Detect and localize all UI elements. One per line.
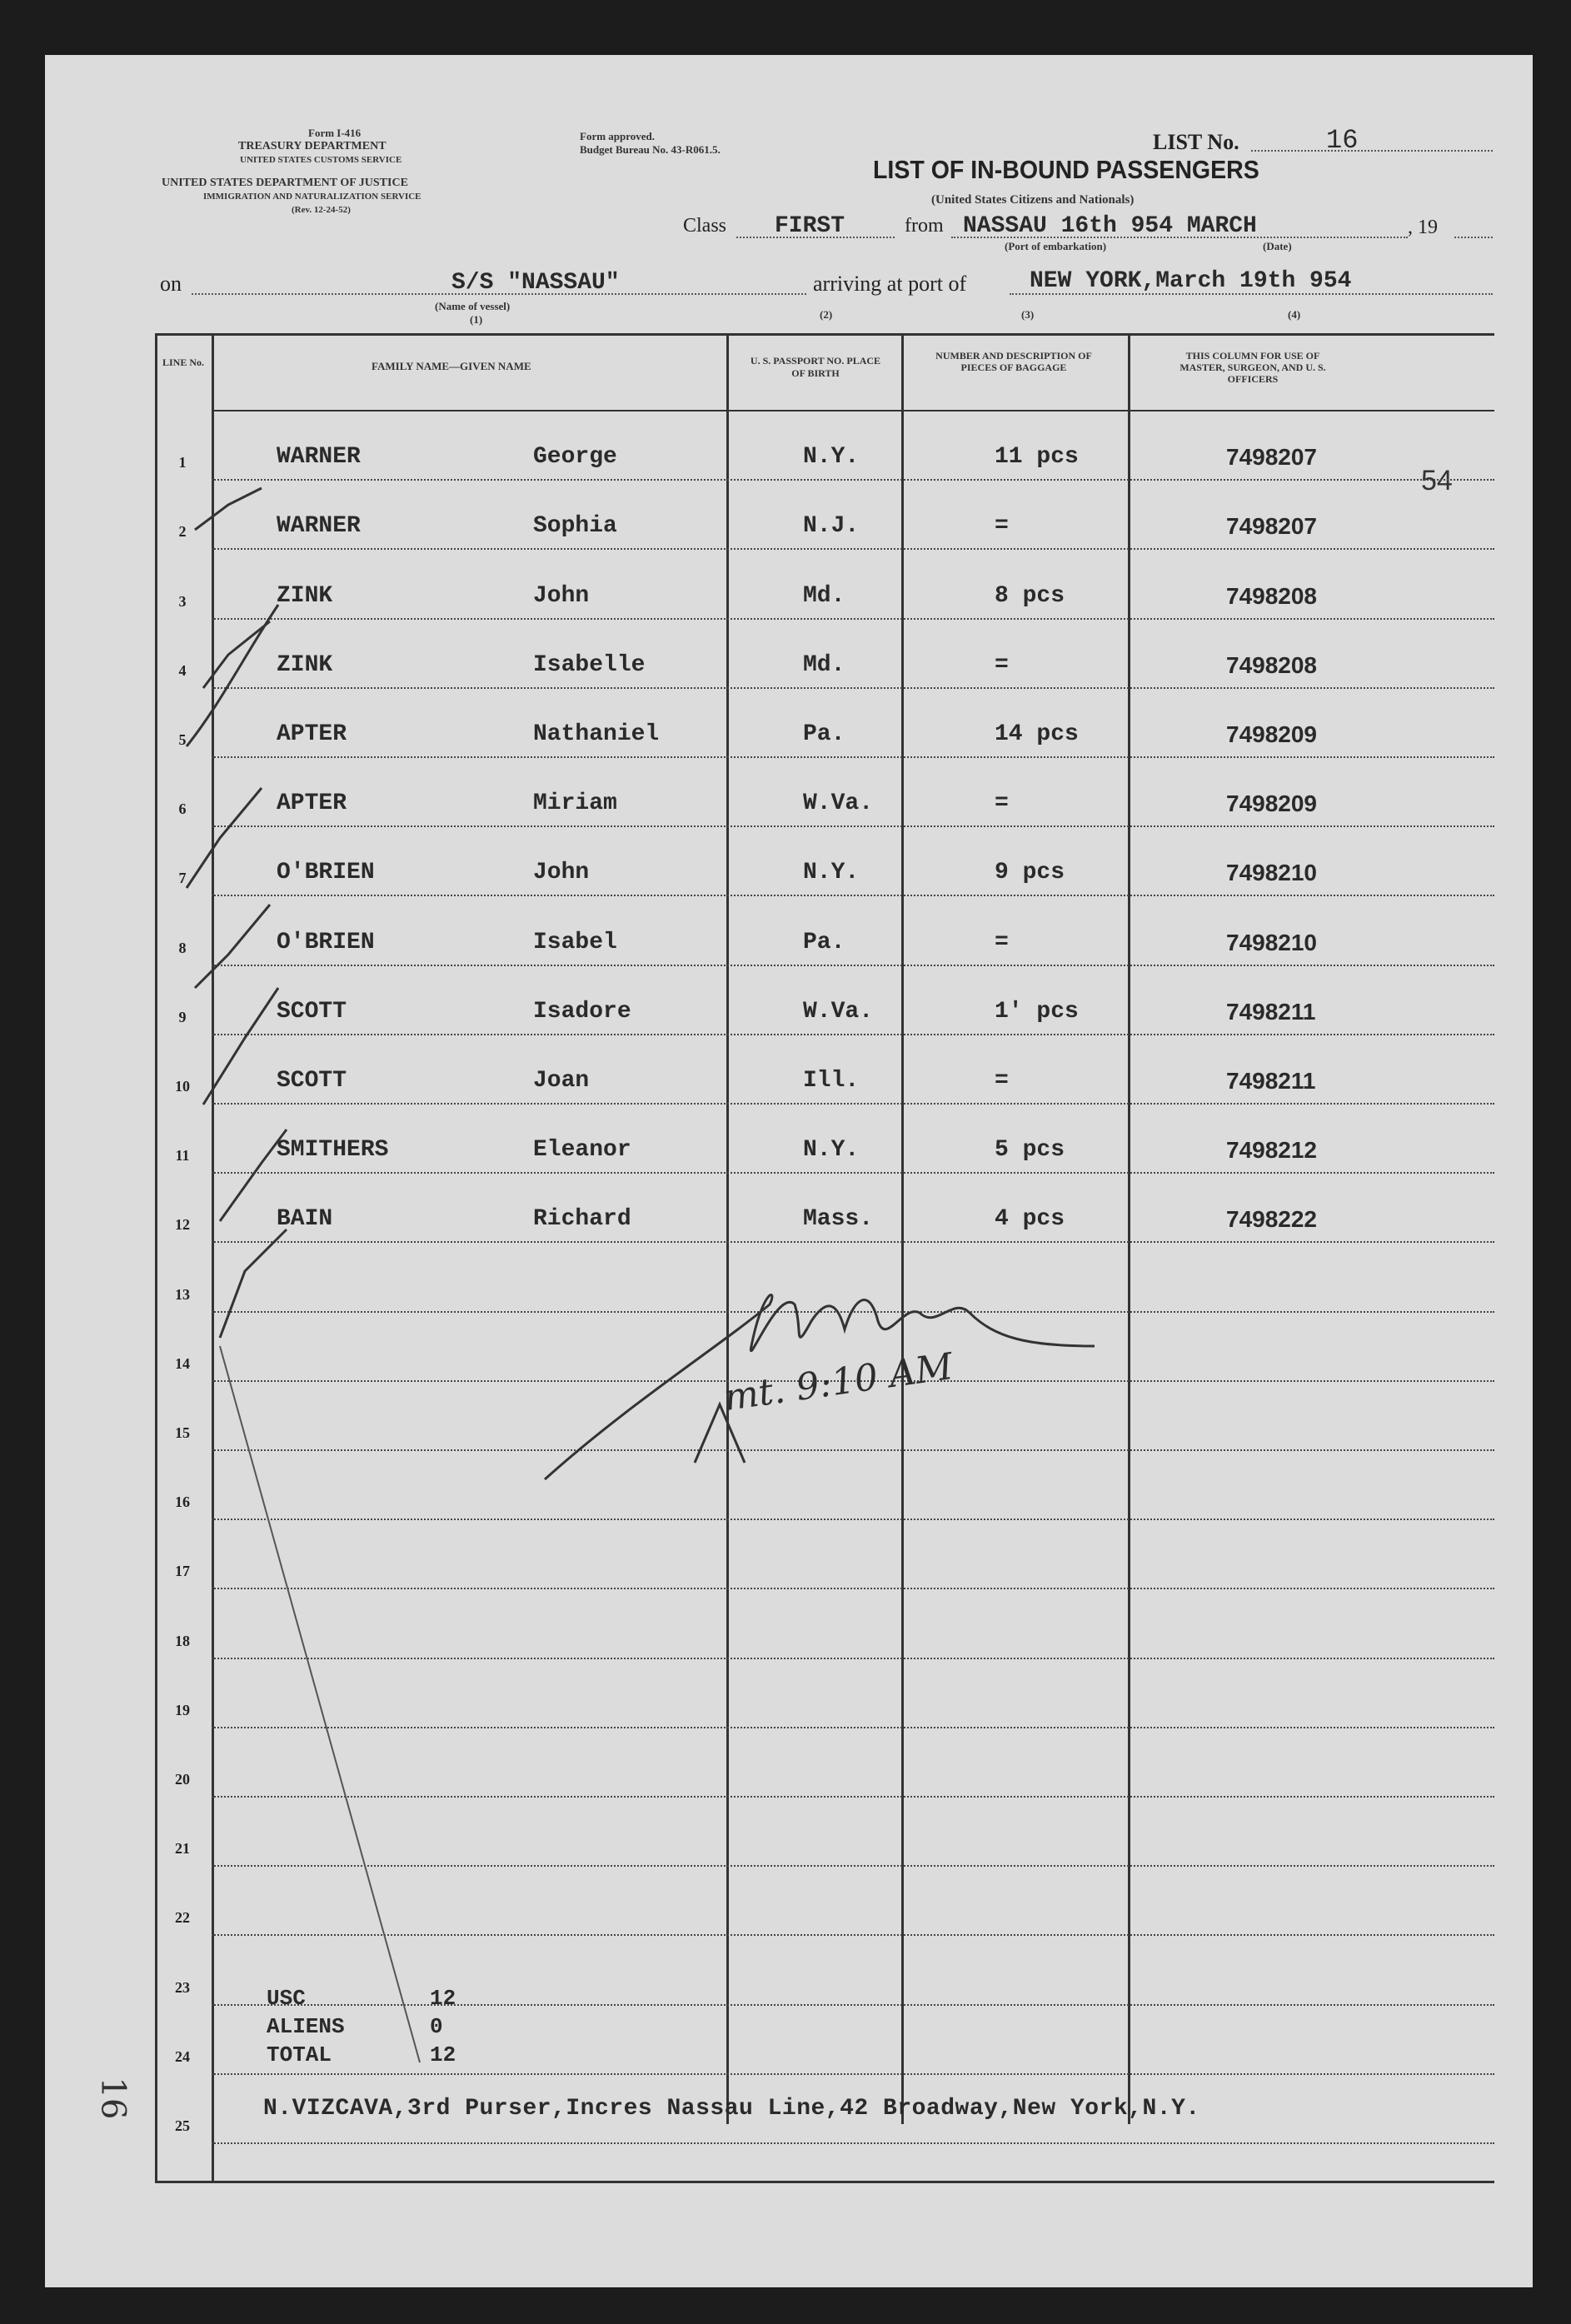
place-of-birth: N.Y. xyxy=(803,1137,860,1164)
baggage: = xyxy=(995,651,1009,678)
baggage: 5 pcs xyxy=(995,1137,1065,1164)
officer-number: 7498208 xyxy=(1226,582,1318,609)
col4-number: (4) xyxy=(1288,308,1301,321)
place-of-birth: N.Y. xyxy=(803,444,860,471)
budget-label: Budget Bureau No. 43-R061.5. xyxy=(580,143,721,156)
baggage: 9 pcs xyxy=(995,860,1065,886)
officer-number: 7498207 xyxy=(1226,444,1318,471)
line-number: 4 xyxy=(178,661,187,679)
baggage: 4 pcs xyxy=(995,1206,1065,1233)
given-name: John xyxy=(533,860,590,886)
given-name: Joan xyxy=(533,1068,590,1094)
row-divider xyxy=(212,479,1494,481)
row-divider xyxy=(212,1103,1494,1105)
family-name: ZINK xyxy=(277,651,333,678)
total-value: 12 xyxy=(430,1986,456,2011)
line-number: 2 xyxy=(178,523,187,541)
col-header-officers: THIS COLUMN FOR USE OF MASTER, SURGEON, AND U. S. OFFICERS xyxy=(1179,350,1326,385)
place-of-birth: Pa. xyxy=(803,929,845,955)
line-number: 6 xyxy=(178,800,187,818)
total-value: 12 xyxy=(430,2042,456,2067)
from-label: from xyxy=(905,215,944,237)
place-of-birth: N.Y. xyxy=(803,860,860,886)
total-label: TOTAL xyxy=(267,2042,332,2067)
line-number: 21 xyxy=(175,1840,190,1858)
diagonal-strike-line xyxy=(212,1338,428,2071)
place-of-birth: W.Va. xyxy=(803,998,874,1025)
family-name: APTER xyxy=(277,790,347,817)
row-divider xyxy=(212,825,1494,827)
place-of-birth: Ill. xyxy=(803,1068,860,1094)
baggage: = xyxy=(995,790,1009,817)
line-number: 16 xyxy=(175,1494,190,1511)
line-number: 12 xyxy=(175,1216,190,1234)
baggage: 11 pcs xyxy=(995,444,1079,471)
row-divider xyxy=(212,687,1494,689)
officer-number: 7498208 xyxy=(1226,651,1318,678)
family-name: O'BRIEN xyxy=(277,929,375,955)
given-name: George xyxy=(533,444,617,471)
given-name: Isabelle xyxy=(533,651,646,678)
family-name: SCOTT xyxy=(277,998,347,1025)
given-name: Isadore xyxy=(533,998,631,1025)
row-divider xyxy=(212,618,1494,620)
list-number: 16 xyxy=(1326,125,1359,156)
row-divider xyxy=(212,1172,1494,1174)
given-name: Eleanor xyxy=(533,1137,631,1164)
baggage: = xyxy=(995,1068,1009,1094)
line-number: 22 xyxy=(175,1909,190,1927)
line-number: 5 xyxy=(178,731,187,748)
col-header-line-no: LINE No. xyxy=(162,357,204,368)
officer-number: 7498211 xyxy=(1226,1068,1316,1094)
line-number: 18 xyxy=(175,1632,190,1649)
class-label: Class xyxy=(683,215,727,237)
place-of-birth: Mass. xyxy=(803,1206,874,1233)
arrival-value: NEW YORK,March 19th 954 xyxy=(1030,268,1352,294)
given-name: Nathaniel xyxy=(533,721,660,747)
approved-label: Form approved. xyxy=(580,130,656,142)
vessel-name: S/S "NASSAU" xyxy=(451,270,620,296)
line-number: 8 xyxy=(178,939,187,956)
officer-number: 7498210 xyxy=(1226,860,1318,886)
customs-label: UNITED STATES CUSTOMS SERVICE xyxy=(240,155,402,165)
on-label: on xyxy=(160,272,182,296)
place-of-birth: Pa. xyxy=(803,721,845,747)
line-number: 19 xyxy=(175,1701,190,1718)
given-name: Isabel xyxy=(533,929,617,955)
row-divider xyxy=(212,2073,1494,2075)
line-number: 20 xyxy=(175,1771,190,1788)
officer-number: 7498211 xyxy=(1226,998,1316,1025)
line-number: 24 xyxy=(175,2047,190,2065)
row-divider xyxy=(212,965,1494,966)
margin-handwriting: 16 xyxy=(93,2077,132,2120)
family-name: WARNER xyxy=(277,444,361,471)
given-name: John xyxy=(533,582,590,609)
family-name: SCOTT xyxy=(277,1068,347,1094)
check-marks xyxy=(170,471,370,1346)
officer-number: 7498210 xyxy=(1226,929,1318,955)
page-subtitle: (United States Citizens and Nationals) xyxy=(931,193,1135,207)
line-number: 1 xyxy=(178,454,187,471)
baggage: = xyxy=(995,929,1009,955)
family-name: WARNER xyxy=(277,513,361,540)
row-divider xyxy=(212,548,1494,550)
family-name: BAIN xyxy=(277,1206,333,1233)
date-caption: (Date) xyxy=(1263,240,1292,252)
list-label: LIST No. xyxy=(1153,130,1239,154)
line-number: 17 xyxy=(175,1563,190,1580)
col3-number: (3) xyxy=(1021,308,1035,321)
family-name: ZINK xyxy=(277,582,333,609)
place-of-birth: Md. xyxy=(803,651,845,678)
treasury-label: TREASURY DEPARTMENT xyxy=(238,140,387,152)
line-number: 13 xyxy=(175,1285,190,1303)
line-number: 15 xyxy=(175,1424,190,1441)
place-of-birth: W.Va. xyxy=(803,790,874,817)
ins-label: IMMIGRATION AND NATURALIZATION SERVICE xyxy=(203,192,421,202)
officer-number: 7498207 xyxy=(1226,513,1318,540)
baggage: 8 pcs xyxy=(995,582,1065,609)
total-value: 0 xyxy=(430,2014,443,2039)
line-number: 14 xyxy=(175,1354,190,1372)
row-divider xyxy=(212,1241,1494,1243)
justice-label: UNITED STATES DEPARTMENT OF JUSTICE xyxy=(162,177,408,189)
col1-number: (1) xyxy=(470,313,483,326)
row-divider xyxy=(212,1034,1494,1035)
family-name: APTER xyxy=(277,721,347,747)
class-value: FIRST xyxy=(775,213,845,239)
handwritten-time: mt. 9:10 AM xyxy=(721,1344,956,1420)
line-number: 10 xyxy=(175,1078,190,1095)
revision-label: (Rev. 12-24-52) xyxy=(292,205,351,215)
row-divider xyxy=(212,895,1494,896)
col-header-baggage: NUMBER AND DESCRIPTION OF PIECES OF BAGGAGE xyxy=(935,350,1092,373)
arriving-label: arriving at port of xyxy=(813,272,967,296)
row-divider xyxy=(212,756,1494,758)
officer-number: 7498212 xyxy=(1226,1137,1318,1164)
col-header-passport: U. S. PASSPORT NO. PLACE OF BIRTH xyxy=(750,355,881,379)
line-number: 25 xyxy=(175,2117,190,2134)
vessel-caption: (Name of vessel) xyxy=(435,300,511,312)
line-number: 7 xyxy=(178,870,187,887)
line-number: 3 xyxy=(178,592,187,610)
margin-note: 54 xyxy=(1421,465,1453,496)
embarkation-value: NASSAU 16th 954 MARCH xyxy=(963,213,1257,239)
year-suffix: , 19 xyxy=(1408,217,1438,238)
col2-number: (2) xyxy=(820,308,833,321)
line-number: 11 xyxy=(175,1147,190,1164)
purser-signature-line: N.VIZCAVA,3rd Purser,Incres Nassau Line,42 Broadway,New York,N.Y. xyxy=(263,2096,1200,2122)
baggage: = xyxy=(995,513,1009,540)
given-name: Richard xyxy=(533,1206,631,1233)
total-label: ALIENS xyxy=(267,2014,345,2039)
port-embark-caption: (Port of embarkation) xyxy=(1005,240,1107,252)
given-name: Sophia xyxy=(533,513,617,540)
officer-number: 7498209 xyxy=(1226,790,1318,817)
officer-number: 7498222 xyxy=(1226,1206,1318,1233)
form-number: Form I-416 xyxy=(308,127,362,139)
place-of-birth: N.J. xyxy=(803,513,860,540)
officer-number: 7498209 xyxy=(1226,721,1318,747)
family-name: SMITHERS xyxy=(277,1137,389,1164)
form-page xyxy=(45,55,1533,2287)
baggage: 14 pcs xyxy=(995,721,1079,747)
row-divider xyxy=(212,2142,1494,2144)
page-title: LIST OF IN-BOUND PASSENGERS xyxy=(873,155,1259,184)
place-of-birth: Md. xyxy=(803,582,845,609)
given-name: Miriam xyxy=(533,790,617,817)
line-number: 9 xyxy=(178,1008,187,1025)
line-number: 23 xyxy=(175,1978,190,1996)
total-label: USC xyxy=(267,1986,306,2011)
family-name: O'BRIEN xyxy=(277,860,375,886)
col-header-name: FAMILY NAME—GIVEN NAME xyxy=(372,360,531,372)
baggage: 1' pcs xyxy=(995,998,1079,1025)
